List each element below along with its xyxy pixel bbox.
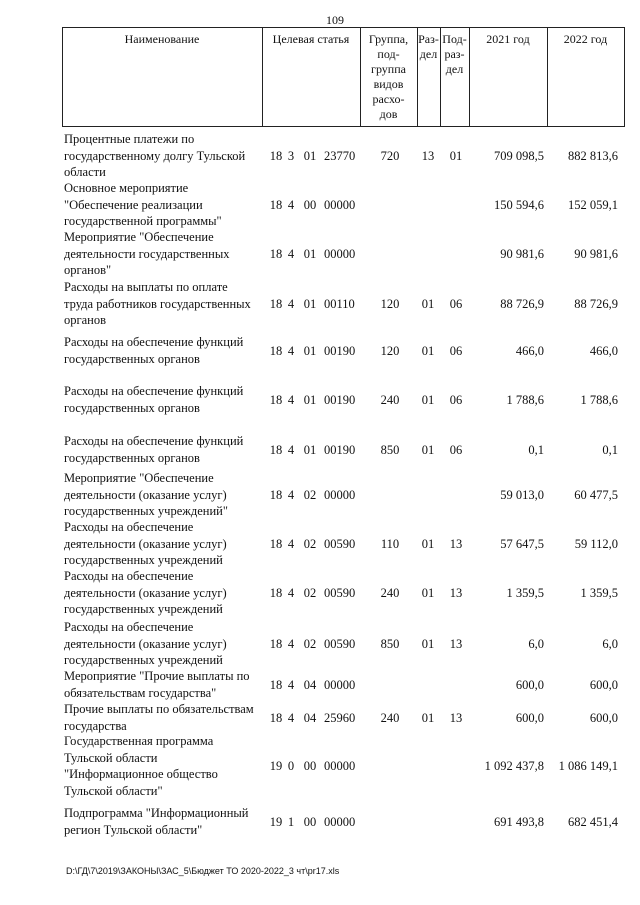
target-code-program: 18 bbox=[269, 296, 283, 311]
target-code-subprogram: 0 bbox=[287, 759, 295, 773]
target-code-subprogram: 4 bbox=[287, 246, 295, 261]
target-code-subprogram: 4 bbox=[287, 677, 295, 692]
target-code-event: 02 bbox=[303, 585, 317, 600]
section-code: 01 bbox=[421, 296, 435, 311]
target-code-direction: 00190 bbox=[324, 343, 356, 358]
amount-2022: 88 726,9 bbox=[574, 296, 618, 311]
header-year-2022: 2022 год bbox=[563, 32, 608, 46]
section-code: 01 bbox=[421, 636, 435, 651]
target-code-program: 18 bbox=[269, 585, 283, 600]
amount-2022: 882 813,6 bbox=[568, 148, 618, 163]
amount-2021: 59 013,0 bbox=[500, 487, 544, 502]
amount-2021: 1 359,5 bbox=[506, 585, 544, 600]
amount-2021: 6,0 bbox=[528, 636, 544, 651]
subsection-code: 13 bbox=[449, 536, 463, 551]
amount-2022: 682 451,4 bbox=[568, 814, 618, 829]
subsection-code: 13 bbox=[449, 710, 463, 725]
target-code-event: 02 bbox=[303, 636, 317, 651]
target-code-program: 18 bbox=[269, 392, 283, 407]
section-code: 01 bbox=[421, 392, 435, 407]
target-code-program: 18 bbox=[269, 710, 283, 725]
row-name: Прочие выплаты по обязательствам государства bbox=[64, 702, 254, 733]
amount-2021: 57 647,5 bbox=[500, 536, 544, 551]
target-code-subprogram: 4 bbox=[287, 536, 295, 551]
target-code-direction: 00590 bbox=[324, 585, 356, 600]
target-code-subprogram: 1 bbox=[287, 814, 295, 829]
file-path-footer: D:\ГД\7\2019\ЗАКОНЫ\ЗАС_5\Бюджет ТО 2020-2022_3 чт\pr17.xls bbox=[66, 866, 340, 876]
target-code-subprogram: 4 bbox=[287, 585, 295, 600]
amount-2021: 709 098,5 bbox=[494, 148, 544, 163]
header-name: Наименование bbox=[124, 32, 200, 46]
target-code-direction: 00110 bbox=[324, 296, 355, 311]
target-code-direction: 23770 bbox=[324, 148, 356, 163]
target-code-program: 18 bbox=[269, 487, 283, 502]
amount-2021: 1 788,6 bbox=[506, 392, 544, 407]
row-name: Расходы на выплаты по оплате труда работников государственных органов bbox=[64, 280, 251, 327]
target-code-event: 01 bbox=[303, 442, 317, 457]
target-code-direction: 00590 bbox=[324, 536, 356, 551]
target-code-subprogram: 4 bbox=[287, 197, 295, 212]
row-name: Мероприятие "Обеспечение деятельности (оказание услуг) государственных учреждений" bbox=[64, 471, 228, 518]
amount-2021: 90 981,6 bbox=[500, 246, 544, 261]
amount-2021: 150 594,6 bbox=[494, 197, 544, 212]
amount-2022: 152 059,1 bbox=[568, 197, 618, 212]
section-code: 01 bbox=[421, 442, 435, 457]
target-code-direction: 00000 bbox=[324, 197, 356, 212]
row-name: Основное мероприятие "Обеспечение реализации государственной программы" bbox=[64, 181, 222, 228]
target-code-program: 18 bbox=[269, 343, 283, 358]
target-code-subprogram: 4 bbox=[287, 442, 295, 457]
amount-2022: 600,0 bbox=[589, 677, 618, 692]
row-name: Государственная программа Тульской области "Информационное общество Тульской области" bbox=[64, 734, 218, 798]
subsection-code: 01 bbox=[449, 148, 463, 163]
target-code-event: 02 bbox=[303, 487, 317, 502]
target-code-direction: 00000 bbox=[324, 759, 356, 773]
amount-2022: 1 788,6 bbox=[580, 392, 618, 407]
target-code-program: 19 bbox=[269, 814, 283, 829]
target-code-direction: 00190 bbox=[324, 442, 356, 457]
expense-group-code: 720 bbox=[380, 148, 400, 163]
target-code-direction: 00590 bbox=[324, 636, 356, 651]
target-code-event: 01 bbox=[303, 392, 317, 407]
subsection-code: 06 bbox=[449, 343, 463, 358]
subsection-code: 13 bbox=[449, 585, 463, 600]
header-target-article: Целевая статья bbox=[272, 32, 350, 46]
row-name: Мероприятие "Прочие выплаты по обязательствам государства" bbox=[64, 669, 250, 700]
expense-group-code: 120 bbox=[380, 343, 400, 358]
expense-group-code: 240 bbox=[380, 585, 400, 600]
section-code: 01 bbox=[421, 710, 435, 725]
section-code: 13 bbox=[421, 148, 435, 163]
target-code-direction: 00000 bbox=[324, 487, 356, 502]
target-code-event: 01 bbox=[303, 148, 317, 163]
row-name: Расходы на обеспечение деятельности (оказание услуг) государственных учреждений bbox=[64, 620, 227, 667]
amount-2022: 60 477,5 bbox=[574, 487, 618, 502]
target-code-subprogram: 4 bbox=[287, 392, 295, 407]
expense-group-code: 110 bbox=[380, 536, 400, 551]
amount-2021: 691 493,8 bbox=[494, 814, 544, 829]
page-number: 109 bbox=[326, 13, 344, 27]
section-code: 01 bbox=[421, 585, 435, 600]
target-code-event: 02 bbox=[303, 536, 317, 551]
target-code-event: 01 bbox=[303, 343, 317, 358]
subsection-code: 06 bbox=[449, 296, 463, 311]
header-subsection: Под- раз- дел bbox=[442, 32, 467, 76]
target-code-subprogram: 4 bbox=[287, 710, 295, 725]
target-code-program: 18 bbox=[269, 246, 283, 261]
table-header bbox=[62, 27, 625, 127]
row-name: Расходы на обеспечение деятельности (оказание услуг) государственных учреждений bbox=[64, 520, 227, 567]
expense-group-code: 240 bbox=[380, 392, 400, 407]
amount-2022: 90 981,6 bbox=[574, 246, 618, 261]
expense-group-code: 850 bbox=[380, 636, 400, 651]
section-code: 01 bbox=[421, 536, 435, 551]
target-code-program: 19 bbox=[269, 759, 283, 773]
amount-2021: 88 726,9 bbox=[500, 296, 544, 311]
row-name: Расходы на обеспечение функций государственных органов bbox=[64, 434, 244, 465]
target-code-event: 00 bbox=[303, 814, 317, 829]
header-year-2021: 2021 год bbox=[486, 32, 530, 46]
amount-2022: 1 359,5 bbox=[580, 585, 618, 600]
subsection-code: 06 bbox=[449, 442, 463, 457]
amount-2022: 59 112,0 bbox=[574, 536, 618, 551]
amount-2021: 600,0 bbox=[515, 710, 544, 725]
target-code-direction: 00190 bbox=[324, 392, 356, 407]
target-code-program: 18 bbox=[269, 677, 283, 692]
expense-group-code: 850 bbox=[380, 442, 400, 457]
target-code-event: 01 bbox=[303, 296, 317, 311]
row-name: Расходы на обеспечение функций государственных органов bbox=[64, 335, 244, 366]
row-name: Расходы на обеспечение деятельности (оказание услуг) государственных учреждений bbox=[64, 569, 227, 616]
target-code-program: 18 bbox=[269, 148, 283, 163]
subsection-code: 13 bbox=[449, 636, 463, 651]
target-code-subprogram: 4 bbox=[287, 487, 295, 502]
expense-group-code: 240 bbox=[380, 710, 400, 725]
target-code-direction: 00000 bbox=[324, 677, 356, 692]
target-code-direction: 00000 bbox=[324, 814, 356, 829]
target-code-program: 18 bbox=[269, 442, 283, 457]
row-name: Процентные платежи по государственному долгу Тульской области bbox=[64, 132, 246, 179]
target-code-event: 04 bbox=[303, 710, 317, 725]
amount-2021: 600,0 bbox=[515, 677, 544, 692]
amount-2022: 0,1 bbox=[602, 442, 618, 457]
target-code-event: 00 bbox=[303, 759, 317, 773]
expense-group-code: 120 bbox=[380, 296, 400, 311]
section-code: 01 bbox=[421, 343, 435, 358]
target-code-subprogram: 3 bbox=[287, 148, 295, 163]
amount-2022: 466,0 bbox=[589, 343, 618, 358]
subsection-code: 06 bbox=[449, 392, 463, 407]
target-code-subprogram: 4 bbox=[287, 636, 295, 651]
column-divider bbox=[624, 28, 625, 126]
target-code-event: 00 bbox=[303, 197, 317, 212]
amount-2021: 466,0 bbox=[515, 343, 544, 358]
amount-2021: 0,1 bbox=[528, 442, 544, 457]
row-name: Расходы на обеспечение функций государственных органов bbox=[64, 384, 244, 415]
header-section: Раз- дел bbox=[418, 32, 439, 61]
target-code-event: 01 bbox=[303, 246, 317, 261]
row-name: Подпрограмма "Информационный регион Тульской области" bbox=[64, 806, 249, 837]
target-code-program: 18 bbox=[269, 536, 283, 551]
header-expense-group: Группа, под- группа видов расхо- дов bbox=[368, 32, 409, 121]
target-code-direction: 00000 bbox=[324, 246, 356, 261]
target-code-direction: 25960 bbox=[324, 710, 356, 725]
target-code-event: 04 bbox=[303, 677, 317, 692]
amount-2021: 1 092 437,8 bbox=[484, 759, 544, 773]
target-code-subprogram: 4 bbox=[287, 296, 295, 311]
amount-2022: 600,0 bbox=[589, 710, 618, 725]
target-code-program: 18 bbox=[269, 197, 283, 212]
target-code-subprogram: 4 bbox=[287, 343, 295, 358]
amount-2022: 1 086 149,1 bbox=[558, 759, 618, 773]
target-code-program: 18 bbox=[269, 636, 283, 651]
row-name: Мероприятие "Обеспечение деятельности государственных органов" bbox=[64, 230, 230, 277]
amount-2022: 6,0 bbox=[602, 636, 618, 651]
